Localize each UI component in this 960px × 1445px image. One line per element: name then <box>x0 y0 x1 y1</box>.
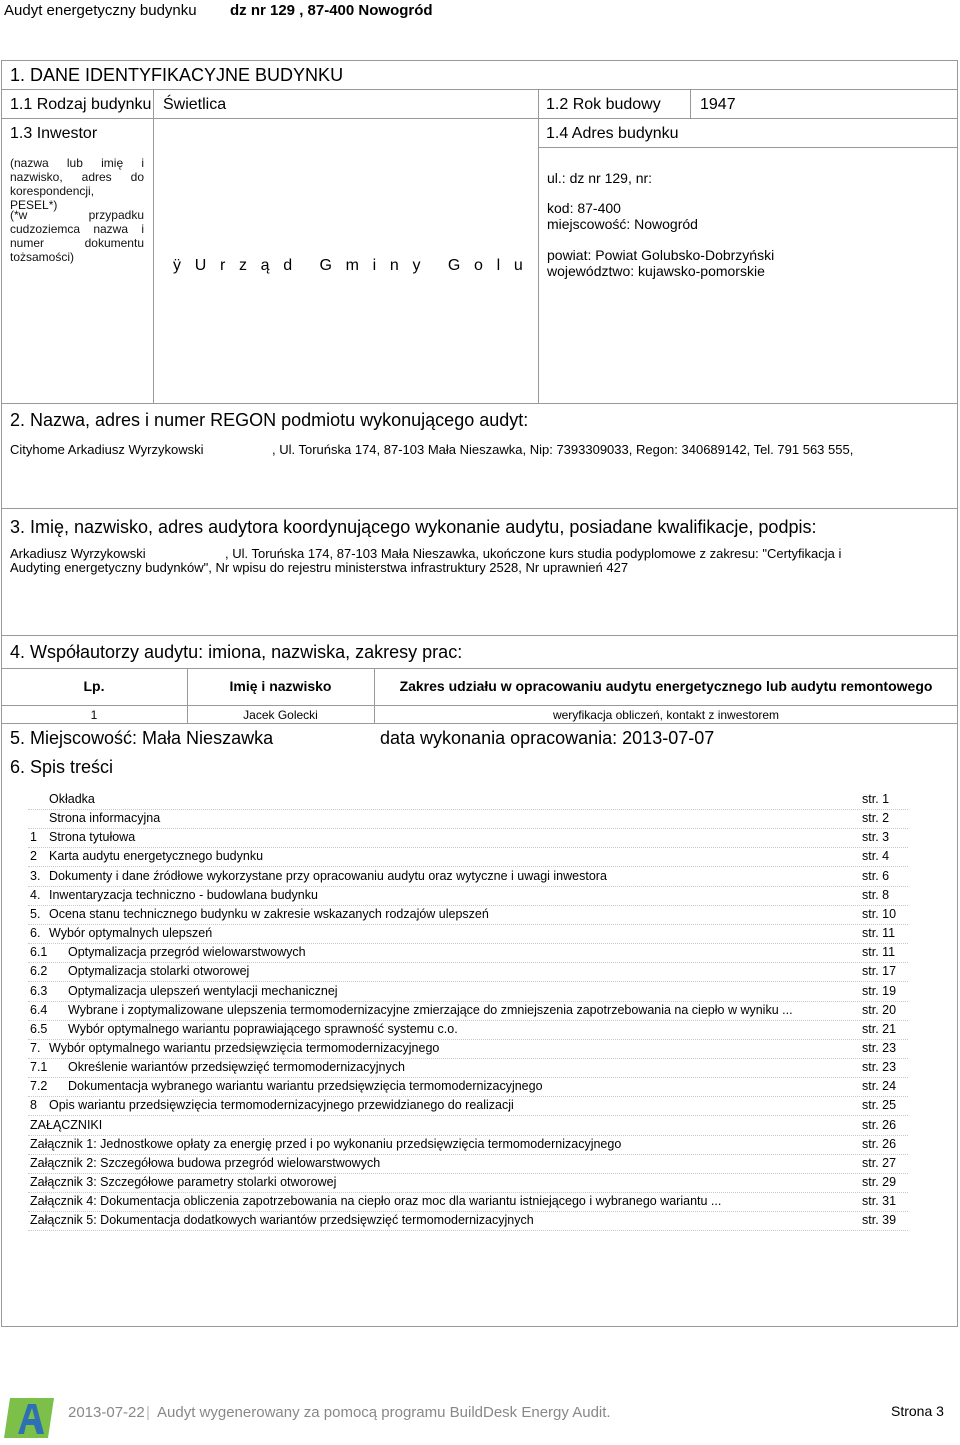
toc-item-title: Wybór optymalnego wariantu przedsięwzięcia termomodernizacyjnego <box>49 1040 440 1055</box>
toc-item-number: 5. <box>30 906 41 921</box>
toc-item-title: Optymalizacja stolarki otworowej <box>68 964 250 979</box>
toc-item-title: Opis wariantu przedsięwzięcia termomodernizacyjnego przewidzianego do realizacji <box>49 1098 514 1113</box>
toc-item-page: str. 6 <box>862 868 890 883</box>
toc-item-page: str. 26 <box>862 1136 897 1151</box>
toc-item-title: Załącznik 3: Szczegółowe parametry stolarki otworowej <box>30 1175 337 1189</box>
toc-item-number: 7.1 <box>30 1060 48 1075</box>
investor-char: G <box>447 257 461 274</box>
toc-item-title: Wybrane i zoptymalizowane ulepszenia termomodernizacyjne zmierzające do zmniejszenia zapotrzebowania na ciepło w wyniku ... <box>68 1002 793 1017</box>
investor-char: y <box>412 257 421 274</box>
toc-item-title: Inwentaryzacja techniczno - budowlana budynku <box>49 887 318 902</box>
investor-char: o <box>474 257 483 274</box>
toc-item-number: 6.1 <box>30 945 48 960</box>
investor-char: n <box>389 257 399 274</box>
toc-item-page: str. 10 <box>862 906 897 921</box>
toc-item-title: Optymalizacja przegród wielowarstwowych <box>68 945 306 960</box>
toc-item-title: Dokumentacja wybranego wariantu wariantu przedsięwzięcia termomodernizacyjnego <box>68 1079 543 1094</box>
toc-item <box>28 905 908 925</box>
investor-char: ą <box>260 257 270 274</box>
footer-page-number: Strona 3 <box>891 1403 944 1419</box>
toc-item-page: str. 29 <box>862 1175 897 1189</box>
header-title: Audyt energetyczny budynku <box>4 2 197 19</box>
coauthor-col-name: Imię i nazwisko <box>229 678 332 694</box>
divider <box>538 147 958 148</box>
toc-item-page: str. 27 <box>862 1155 897 1170</box>
toc-item <box>28 790 908 810</box>
section4-title: 4. Współautorzy audytu: imiona, nazwiska, zakresy prac: <box>10 642 463 662</box>
toc-item-number: 4. <box>30 887 41 902</box>
toc-item-page: str. 24 <box>862 1079 897 1094</box>
toc-item-title: Optymalizacja ulepszeń wentylacji mechanicznej <box>68 983 338 998</box>
toc-item <box>28 1020 908 1040</box>
toc-item-page: str. 1 <box>862 792 890 806</box>
investor-char: r <box>219 257 226 274</box>
building-type-label: 1.1 Rodzaj budynku <box>10 96 152 113</box>
divider <box>1 118 958 119</box>
toc-item-number: 7. <box>30 1040 41 1055</box>
header-address: dz nr 129 , 87-400 Nowogród <box>230 2 433 19</box>
investor-label: 1.3 Inwestor <box>10 125 98 142</box>
auditor-company-details: , Ul. Toruńska 174, 87-103 Mała Nieszawka, Nip: 7393309033, Regon: 340689142, Tel. 791 563 555, <box>272 442 854 457</box>
section3-title: 3. Imię, nazwisko, adres audytora koordynującego wykonanie audytu, posiadane kwalifikacje, podpis: <box>10 517 817 537</box>
toc-item <box>28 1135 908 1155</box>
toc-item-page: str. 31 <box>862 1194 897 1209</box>
toc-item <box>28 847 908 867</box>
toc-item <box>28 1116 908 1136</box>
divider <box>1 668 958 669</box>
toc-item-page: str. 17 <box>862 964 897 979</box>
toc-item <box>28 1096 908 1116</box>
building-type-value: Świetlica <box>163 96 227 113</box>
toc-item-page: str. 39 <box>862 1213 897 1228</box>
toc-item-title: Strona informacyjna <box>49 811 161 826</box>
toc-item-title: Dokumenty i dane źródłowe wykorzystane przy opracowaniu audytu oraz wytyczne i uwagi inwestora <box>49 868 607 883</box>
toc-item-title: Załącznik 2: Szczegółowa budowa przegród wielowarstwowych <box>30 1155 381 1170</box>
auditor-company-name: Cityhome Arkadiusz Wyrzykowski <box>10 442 204 457</box>
divider <box>1 705 958 706</box>
address-street: ul.: dz nr 129, nr: <box>547 170 653 186</box>
toc-item-page: str. 11 <box>862 926 896 941</box>
toc-item-number: 6.4 <box>30 1002 48 1017</box>
toc-item-number: 3. <box>30 868 41 883</box>
auditor-name: Arkadiusz Wyrzykowski <box>10 546 146 561</box>
toc-item <box>28 962 908 982</box>
address-postal: kod: 87-400 <box>547 200 621 216</box>
toc-title: 6. Spis treści <box>10 757 114 777</box>
toc-item-page: str. 23 <box>862 1060 897 1075</box>
builddesk-logo-icon <box>4 1396 56 1440</box>
toc-item-number: 7.2 <box>30 1079 48 1094</box>
toc-item <box>28 1154 908 1174</box>
toc-item-title: Wybór optymalnego wariantu poprawiającego sprawność systemu c.o. <box>68 1021 458 1036</box>
toc-item <box>28 943 908 963</box>
address-city: miejscowość: Nowogród <box>547 216 698 232</box>
address-county: powiat: Powiat Golubsko-Dobrzyński <box>547 247 775 263</box>
toc-item-page: str. 26 <box>862 1117 897 1132</box>
toc-item-number: 6.2 <box>30 964 48 979</box>
toc-item <box>28 1211 908 1231</box>
investor-char: u <box>513 257 523 274</box>
divider <box>153 89 154 403</box>
toc-item <box>28 1192 908 1212</box>
place-of-preparation: 5. Miejscowość: Mała Nieszawka <box>10 728 274 748</box>
toc-item-page: str. 19 <box>862 983 897 998</box>
toc-item-title: Określenie wariantów przedsięwzięć termomodernizacyjnych <box>68 1060 405 1075</box>
toc-item <box>28 1173 908 1193</box>
toc-item-page: str. 20 <box>862 1002 897 1017</box>
toc-item-title: Wybór optymalnych ulepszeń <box>49 926 213 941</box>
auditor-details-line1: , Ul. Toruńska 174, 87-103 Mała Nieszawka, ukończone kurs studia podyplomowe z zakresu: "Certyfikacja i <box>225 546 842 561</box>
toc-item-page: str. 3 <box>862 830 890 845</box>
toc-item-title: Karta audytu energetycznego budynku <box>49 849 264 864</box>
auditor-details-line2: Audyting energetyczny budynków", Nr wpisu do rejestru ministerstwa infrastruktury 2528, Nr uprawnień 427 <box>10 560 629 575</box>
coauthor-col-scope: Zakres udziału w opracowaniu audytu energetycznego lub audytu remontowego <box>399 678 933 694</box>
toc-item <box>28 1039 908 1059</box>
investor-char: m <box>345 257 359 274</box>
investor-name <box>173 257 523 275</box>
toc-item <box>28 867 908 887</box>
divider <box>1 635 958 636</box>
toc-item <box>28 1058 908 1078</box>
footer-text: Audyt wygenerowany za pomocą programu BuildDesk Energy Audit. <box>157 1404 611 1421</box>
toc-item-number: 1 <box>30 830 37 845</box>
investor-note-foreign: (*w przypadku cudzoziemca nazwa i numer dokumentu tożsamości) <box>10 208 144 264</box>
toc-item-title: Strona tytułowa <box>49 830 136 845</box>
divider <box>1 723 958 724</box>
section1-title: 1. DANE IDENTYFIKACYJNE BUDYNKU <box>10 65 344 85</box>
toc-item-title: ZAŁĄCZNIKI <box>30 1117 103 1132</box>
coauthor-lp: 1 <box>90 708 98 722</box>
toc-item <box>28 828 908 848</box>
divider <box>1 508 958 509</box>
building-address-label: 1.4 Adres budynku <box>546 125 679 142</box>
investor-char: ÿ <box>173 257 181 274</box>
build-year-value: 1947 <box>700 96 736 113</box>
coauthor-scope: weryfikacja obliczeń, kontakt z inwestorem <box>552 708 780 722</box>
investor-char: G <box>319 257 332 274</box>
toc-item <box>28 809 908 829</box>
investor-char: z <box>238 257 247 274</box>
investor-char: d <box>283 257 293 274</box>
toc-item <box>28 924 908 944</box>
toc-item-number: 6.5 <box>30 1021 48 1036</box>
toc-item-number: 8 <box>30 1098 37 1113</box>
toc-item <box>28 886 908 906</box>
coauthor-name: Jacek Golecki <box>243 708 318 722</box>
footer-separator: | <box>146 1404 150 1421</box>
divider <box>690 89 691 118</box>
divider <box>1 89 958 90</box>
build-year-label: 1.2 Rok budowy <box>546 96 661 113</box>
toc-item-page: str. 23 <box>862 1040 897 1055</box>
divider <box>538 89 539 403</box>
toc-item-number: 6.3 <box>30 983 48 998</box>
toc-item-title: Załącznik 4: Dokumentacja obliczenia zapotrzebowania na ciepło oraz moc dla wariantu istniejącego i wybranego wariantu ... <box>30 1194 722 1209</box>
toc-item-title: Okładka <box>49 792 95 806</box>
toc-item-number: 6. <box>30 926 41 941</box>
toc-item-title: Ocena stanu technicznego budynku w zakresie wskazanych rodzajów ulepszeń <box>49 906 489 921</box>
investor-char: l <box>496 257 501 274</box>
toc-item <box>28 1001 908 1021</box>
investor-char: i <box>372 257 377 274</box>
coauthor-col-lp: Lp. <box>83 678 105 694</box>
address-province: województwo: kujawsko-pomorskie <box>547 263 765 279</box>
investor-note: (nazwa lub imię i nazwisko, adres do korespondencji, PESEL*) <box>10 156 144 212</box>
toc-item-page: str. 21 <box>862 1021 897 1036</box>
section2-title: 2. Nazwa, adres i numer REGON podmiotu wykonującego audyt: <box>10 410 529 430</box>
toc-item <box>28 982 908 1002</box>
toc-item-page: str. 4 <box>862 849 890 864</box>
toc-item-page: str. 11 <box>862 945 896 960</box>
toc-item <box>28 1077 908 1097</box>
divider <box>1 403 958 404</box>
toc-item-page: str. 25 <box>862 1098 897 1113</box>
toc-item-page: str. 8 <box>862 887 890 902</box>
preparation-date: data wykonania opracowania: 2013-07-07 <box>380 728 715 748</box>
toc-item-page: str. 2 <box>862 811 890 826</box>
toc-item-title: Załącznik 5: Dokumentacja dodatkowych wariantów przedsięwzięć termomodernizacyjnych <box>30 1213 534 1228</box>
toc-item-title: Załącznik 1: Jednostkowe opłaty za energię przed i po wykonaniu przedsięwzięcia termomodernizacyjnego <box>30 1136 622 1151</box>
footer-date: 2013-07-22 <box>68 1404 145 1421</box>
investor-char: U <box>194 257 207 274</box>
toc-item-number: 2 <box>30 849 37 864</box>
